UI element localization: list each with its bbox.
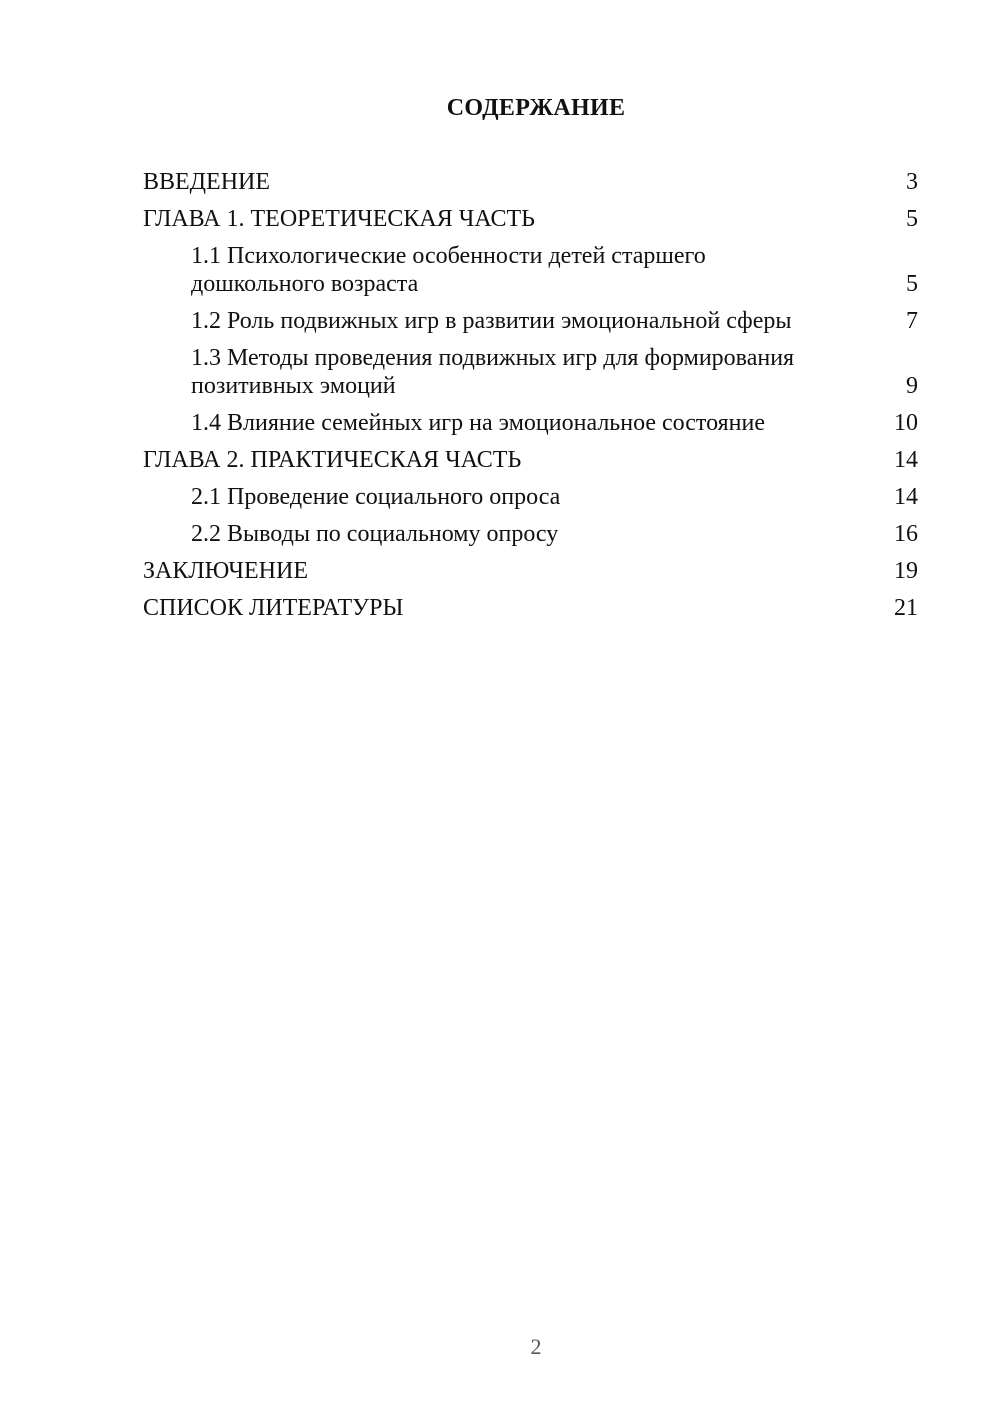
toc-entry-page: 5 (906, 206, 918, 232)
toc-entry-chapter-2[interactable] (143, 446, 918, 474)
toc-entry-section-1-4[interactable] (143, 409, 918, 437)
toc-entry-section-2-2[interactable] (143, 520, 918, 548)
toc-entry-label: ГЛАВА 1. ТЕОРЕТИЧЕСКАЯ ЧАСТЬ (143, 206, 535, 232)
toc-entry-section-1-1[interactable] (143, 242, 918, 298)
toc-entry-label: ГЛАВА 2. ПРАКТИЧЕСКАЯ ЧАСТЬ (143, 447, 522, 473)
toc-entry-label: 1.4 Влияние семейных игр на эмоциональное состояние (191, 410, 766, 436)
toc-entry-page: 10 (894, 410, 918, 436)
toc-entry-label: 2.1 Проведение социального опроса (191, 484, 561, 510)
page-title: СОДЕРЖАНИЕ (446, 95, 626, 121)
toc-entry-page: 14 (894, 447, 918, 473)
toc-entry-introduction[interactable] (143, 168, 918, 196)
toc-entry-page: 9 (906, 373, 918, 399)
toc-entry-label: 1.3 Методы проведения подвижных игр для формирования позитивных эмоций (191, 345, 795, 399)
toc-entry-section-1-2[interactable] (143, 307, 918, 335)
toc-entry-label: ВВЕДЕНИЕ (143, 169, 271, 195)
toc-entry-page: 16 (894, 521, 918, 547)
toc-entry-label: ЗАКЛЮЧЕНИЕ (143, 558, 308, 584)
toc-entry-label: 2.2 Выводы по социальному опросу (191, 521, 559, 547)
toc-entry-page: 21 (894, 595, 918, 621)
toc-entry-page: 3 (906, 169, 918, 195)
toc-entry-page: 5 (906, 271, 918, 297)
toc-entry-conclusion[interactable] (143, 557, 918, 585)
toc-entry-chapter-1[interactable] (143, 205, 918, 233)
toc-entry-page: 7 (906, 308, 918, 334)
page-number: 2 (530, 1334, 542, 1359)
toc-entry-references[interactable] (143, 594, 918, 622)
toc-entry-label: 1.2 Роль подвижных игр в развитии эмоциональной сферы (191, 308, 792, 334)
table-of-contents (143, 168, 918, 631)
toc-entry-label: 1.1 Психологические особенности детей старшего дошкольного возраста (191, 243, 706, 297)
toc-entry-section-1-3[interactable] (143, 344, 918, 400)
toc-entry-label: СПИСОК ЛИТЕРАТУРЫ (143, 595, 404, 621)
toc-entry-page: 14 (894, 484, 918, 510)
toc-entry-section-2-1[interactable] (143, 483, 918, 511)
toc-entry-page: 19 (894, 558, 918, 584)
